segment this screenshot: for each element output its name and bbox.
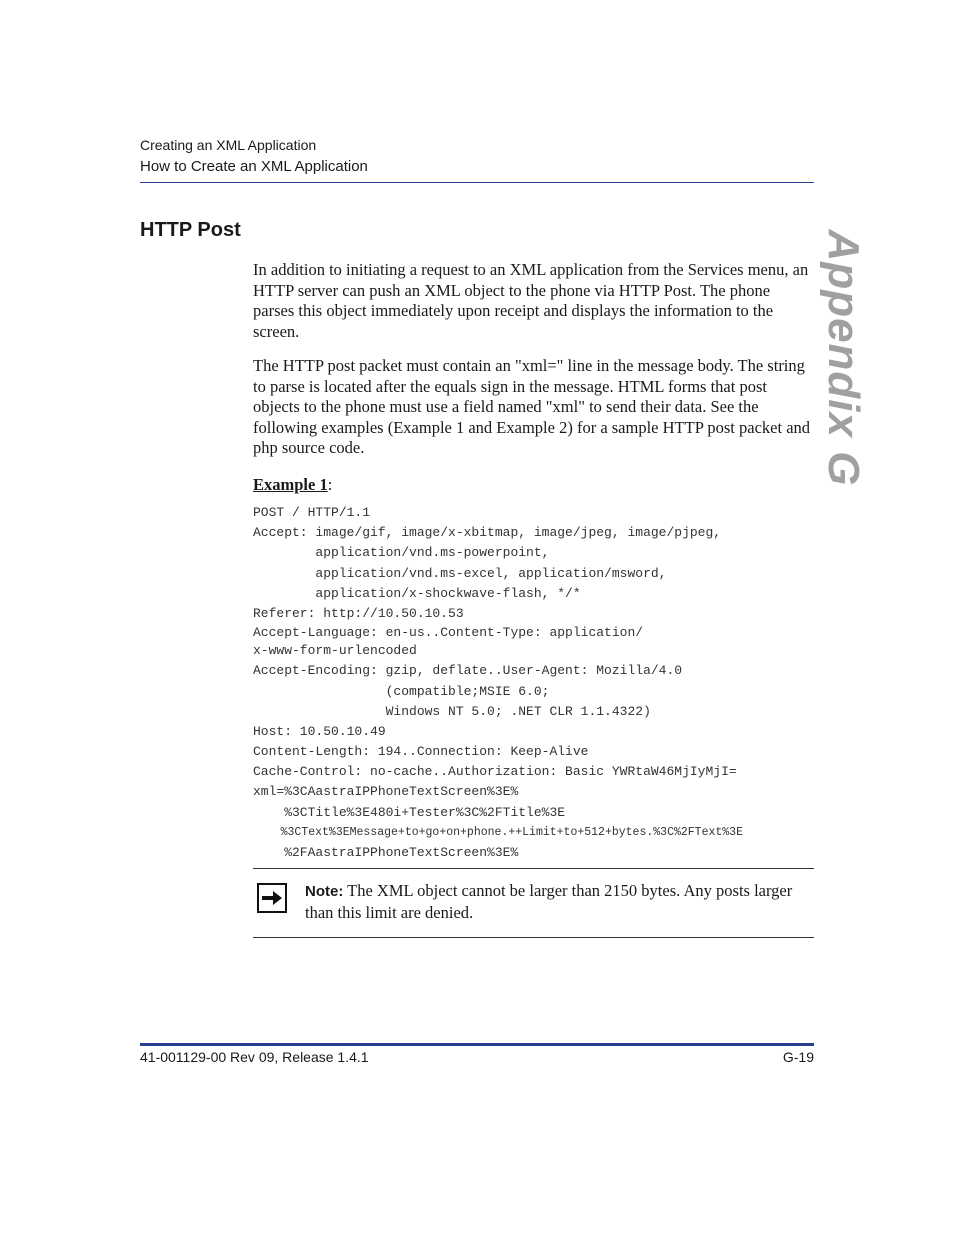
note-body: The XML object cannot be larger than 2150 bytes. Any posts larger than this limit are denied. <box>305 881 793 922</box>
code-line: (compatible;MSIE 6.0; <box>253 683 550 699</box>
footer-page-number: G-19 <box>782 1049 814 1065</box>
code-block <box>253 503 814 863</box>
note-divider-top <box>253 868 814 869</box>
code-line: Windows NT 5.0; .NET CLR 1.1.4322) <box>253 703 651 719</box>
header-chapter: Creating an XML Application <box>140 137 317 153</box>
arrow-right-icon <box>257 883 287 913</box>
code-line: x-www-form-urlencoded <box>253 643 417 659</box>
appendix-side-tab <box>818 229 868 487</box>
example-label: Example 1 <box>253 475 328 494</box>
code-line: Content-Length: 194..Connection: Keep-Alive <box>253 744 589 760</box>
code-line: %3CTitle%3E480i+Tester%3C%2FTitle%3E <box>253 804 566 820</box>
code-line: Accept-Language: en-us..Content-Type: application/ <box>253 625 644 641</box>
code-line: Accept: image/gif, image/x-xbitmap, image/jpeg, image/pjpeg, <box>253 525 722 541</box>
code-line: %3CText%3EMessage+to+go+on+phone.++Limit+to+512+bytes.%3C%2FText%3E <box>253 825 743 839</box>
code-line: POST / HTTP/1.1 <box>253 505 371 520</box>
example-colon: : <box>327 475 333 494</box>
code-line: application/vnd.ms-powerpoint, <box>253 545 550 561</box>
code-line: Cache-Control: no-cache..Authorization: Basic YWRtaW46MjIyMjI= <box>253 764 737 780</box>
header-divider <box>140 182 814 183</box>
code-line: Accept-Encoding: gzip, deflate..User-Agent: Mozilla/4.0 <box>253 663 683 679</box>
note-divider-bottom <box>253 937 814 938</box>
body-text <box>253 260 814 459</box>
code-line: %2FAastraIPPhoneTextScreen%3E% <box>253 845 519 860</box>
section-title: HTTP Post <box>140 219 241 241</box>
code-line: Host: 10.50.10.49 <box>253 723 386 739</box>
footer-divider <box>140 1043 814 1046</box>
note-label: Note: <box>305 883 344 900</box>
running-header <box>140 136 814 177</box>
note <box>305 880 805 923</box>
paragraph-post-packet: The HTTP post packet must contain an "xml=" line in the message body. The string to parse is located after the equals sign in the message. HTML forms that post objects to the phone must use a field named "xml" to send their data. See the following examples (Example 1 and Example 2) for a sample HTTP post packet and php source code. <box>253 356 811 457</box>
appendix-side-tab-label: Appendix G <box>819 229 868 487</box>
example-heading <box>253 475 332 495</box>
header-section: How to Create an XML Application <box>140 158 368 175</box>
paragraph-intro: In addition to initiating a request to an XML application from the Services menu, an HTTP server can push an XML object to the phone via HTTP Post. The phone parses this object immediately upon receipt and displays the information to the screen. <box>253 260 809 341</box>
code-line: application/x-shockwave-flash, */* <box>253 585 581 601</box>
code-line: Referer: http://10.50.10.53 <box>253 605 464 621</box>
footer-doc-id: 41-001129-00 Rev 09, Release 1.4.1 <box>140 1049 369 1065</box>
code-line: xml=%3CAastraIPPhoneTextScreen%3E% <box>253 784 519 800</box>
code-line: application/vnd.ms-excel, application/msword, <box>253 565 667 581</box>
